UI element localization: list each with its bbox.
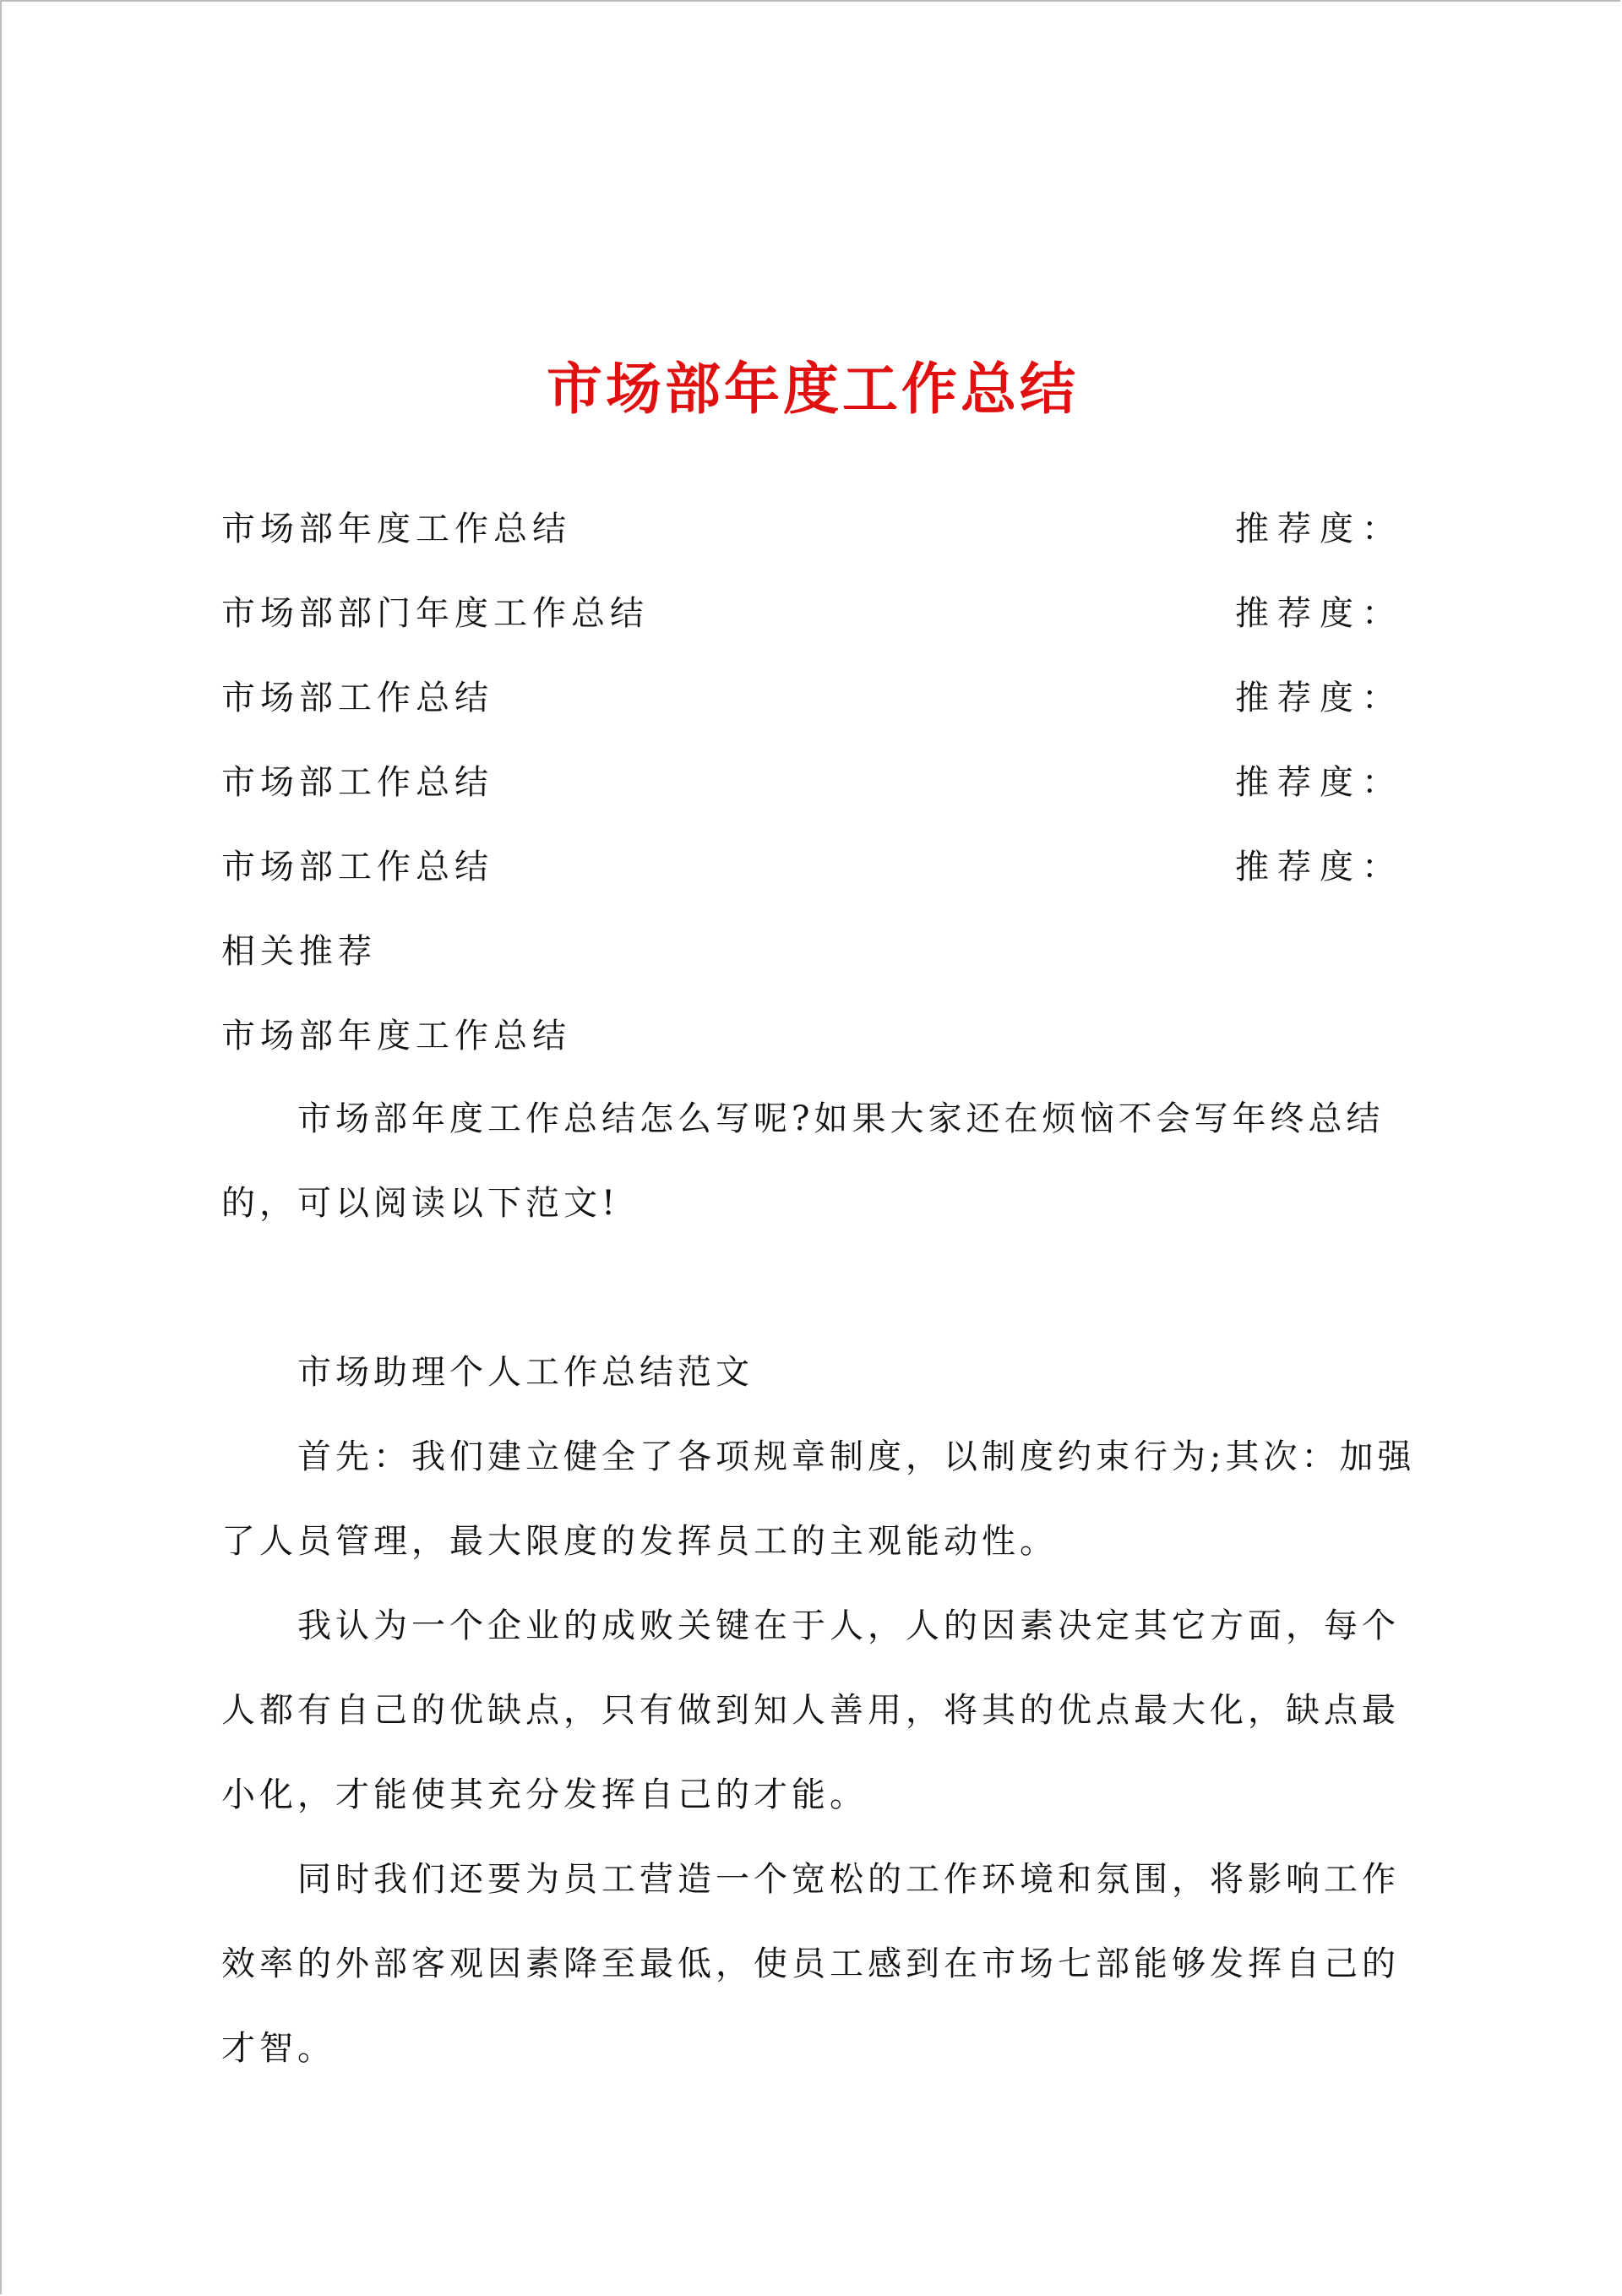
related-heading: 相关推荐 [221, 932, 377, 971]
recommendation-row [221, 840, 1404, 891]
document-title: 市场部年度工作总结 [547, 356, 1079, 422]
recommendation-name: 市场部工作总结 [221, 848, 493, 886]
recommendation-score-label: 推荐度： [1235, 763, 1404, 802]
recommendation-score-label: 推荐度： [1235, 848, 1404, 886]
paragraph-body: 首先：我们建立健全了各项规章制度，以制度约束行为;其次：加强了人员管理，最大限度的发挥员工的主观能动性。 [221, 1437, 1416, 1561]
recommendation-name: 市场部部门年度工作总结 [221, 594, 649, 633]
paragraph-intro: 市场部年度工作总结怎么写呢?如果大家还在烦恼不会写年终总结的，可以阅读以下范文! [221, 1099, 1385, 1223]
recommendation-row [221, 586, 1404, 637]
recommendation-name: 市场部工作总结 [221, 679, 493, 717]
recommendation-name: 市场部工作总结 [221, 763, 493, 802]
recommendation-row [221, 671, 1404, 722]
recommendation-score-label: 推荐度： [1235, 594, 1404, 633]
article-title: 市场部年度工作总结 [221, 1017, 571, 1055]
recommendation-row [221, 755, 1404, 806]
paragraph-body: 同时我们还要为员工营造一个宽松的工作环境和氛围，将影响工作效率的外部客观因素降至最低，使员工感到在市场七部能够发挥自己的才智。 [221, 1860, 1400, 2068]
recommendation-score-label: 推荐度： [1235, 679, 1404, 717]
recommendation-row [221, 502, 1404, 553]
paragraph-body: 我认为一个企业的成败关键在于人，人的因素决定其它方面，每个人都有自己的优缺点，只有做到知人善用，将其的优点最大化，缺点最小化，才能使其充分发挥自己的才能。 [221, 1606, 1400, 1814]
paragraph-subtitle: 市场助理个人工作总结范文 [297, 1353, 754, 1392]
recommendation-score-label: 推荐度： [1235, 510, 1404, 548]
recommendation-name: 市场部年度工作总结 [221, 510, 571, 548]
